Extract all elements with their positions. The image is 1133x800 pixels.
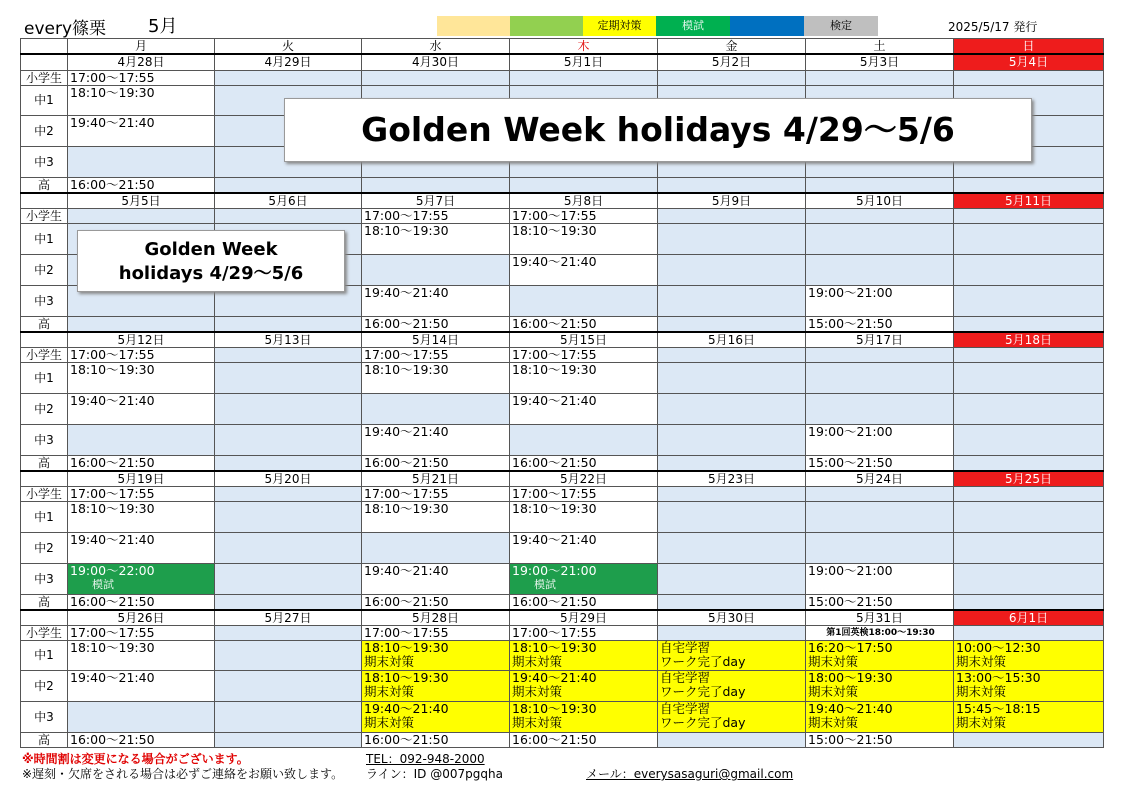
slot-empty [658, 501, 806, 532]
slot-time: 18:10～19:30 [512, 701, 597, 716]
slot-empty [68, 146, 215, 177]
home-study-label: 自宅学習 [660, 670, 711, 685]
row-label-elem: 小学生 [21, 625, 68, 640]
weekday-tue: 火 [215, 39, 362, 55]
slot-empty [215, 316, 362, 332]
date-cell: 5月21日 [362, 471, 510, 487]
slot-empty [510, 424, 658, 455]
slot: 17:00～17:55 [510, 208, 658, 223]
slot: 19:40～21:40 [510, 393, 658, 424]
slot-empty [658, 316, 806, 332]
term-prep-label: 期末対策 [956, 683, 1007, 699]
slot-time: 18:10～19:30 [512, 640, 597, 655]
date-cell: 5月5日 [68, 193, 215, 209]
slot: 16:00～21:50 [362, 732, 510, 747]
row-label-j1: 中1 [21, 223, 68, 254]
slot-empty [954, 486, 1104, 501]
slot-empty [215, 732, 362, 747]
mock-exam-slot [510, 563, 658, 594]
slot-empty [954, 732, 1104, 747]
slot-empty [362, 177, 510, 193]
slot: 19:40～21:40 [362, 424, 510, 455]
golden-week-banner-large: Golden Week holidays 4/29～5/6 [284, 98, 1032, 162]
date-cell: 5月6日 [215, 193, 362, 209]
slot-empty [954, 362, 1104, 393]
slot-time: 19:40～21:40 [808, 701, 893, 716]
work-day-label: ワーク完了day [660, 683, 746, 699]
slot-empty [658, 70, 806, 85]
slot-empty [658, 285, 806, 316]
slot-empty [806, 393, 954, 424]
slot-empty [215, 501, 362, 532]
slot-empty [806, 532, 954, 563]
slot-empty [215, 424, 362, 455]
row-label-j1: 中1 [21, 501, 68, 532]
slot-empty [658, 732, 806, 747]
date-cell: 5月9日 [658, 193, 806, 209]
date-cell: 5月25日 [954, 471, 1104, 487]
slot-empty [658, 223, 806, 254]
date-spacer [21, 610, 68, 626]
row-label-j2: 中2 [21, 254, 68, 285]
slot-empty [954, 501, 1104, 532]
date-spacer [21, 471, 68, 487]
weekday-sun: 日 [954, 39, 1104, 55]
slot-empty [510, 285, 658, 316]
slot-empty [215, 594, 362, 610]
slot: 15:00～21:50 [806, 455, 954, 471]
date-cell: 5月27日 [215, 610, 362, 626]
weekday-mon: 月 [68, 39, 215, 55]
slot-empty [658, 625, 806, 640]
slot: 19:00～21:00 [806, 424, 954, 455]
slot-empty [806, 501, 954, 532]
slot-empty [954, 208, 1104, 223]
slot: 17:00～17:55 [510, 486, 658, 501]
date-spacer [21, 54, 68, 70]
slot: 16:00～21:50 [510, 316, 658, 332]
slot: 16:00～21:50 [510, 732, 658, 747]
slot-empty [658, 532, 806, 563]
slot: 19:40～21:40 [68, 670, 215, 701]
slot: 18:10～19:30 [68, 362, 215, 393]
slot: 19:40～21:40 [68, 532, 215, 563]
row-label-elem: 小学生 [21, 486, 68, 501]
date-cell: 5月2日 [658, 54, 806, 70]
email-link[interactable]: メール：everysasaguri@gmail.com [586, 767, 794, 781]
date-cell: 5月20日 [215, 471, 362, 487]
slot-empty [215, 70, 362, 85]
slot-empty [658, 177, 806, 193]
row-label-hs: 高 [21, 316, 68, 332]
slot: 18:10～19:30 [362, 223, 510, 254]
slot: 16:00～21:50 [68, 732, 215, 747]
date-cell: 5月13日 [215, 332, 362, 348]
term-prep-label: 期末対策 [364, 683, 415, 699]
date-cell: 5月7日 [362, 193, 510, 209]
date-cell: 5月11日 [954, 193, 1104, 209]
slot-empty [806, 486, 954, 501]
weekday-thu: 木 [510, 39, 658, 55]
row-label-hs: 高 [21, 732, 68, 747]
slot: 19:40～21:40 [362, 563, 510, 594]
slot-empty [68, 701, 215, 732]
slot: 16:00～21:50 [68, 455, 215, 471]
date-cell: 5月18日 [954, 332, 1104, 348]
row-label-elem: 小学生 [21, 208, 68, 223]
slot: 15:00～21:50 [806, 594, 954, 610]
month-label: 5月 [148, 16, 178, 37]
date-cell: 5月24日 [806, 471, 954, 487]
slot-empty [215, 393, 362, 424]
issue-date: 2025/5/17 発行 [948, 20, 1038, 34]
term-prep-slot [954, 640, 1104, 670]
slot-empty [658, 594, 806, 610]
slot-empty [806, 223, 954, 254]
weekday-sat: 土 [806, 39, 954, 55]
term-prep-label: 期末対策 [956, 653, 1007, 669]
term-prep-slot [510, 670, 658, 701]
slot: 16:00～21:50 [510, 455, 658, 471]
slot-empty [658, 455, 806, 471]
row-label-j3: 中3 [21, 701, 68, 732]
slot-time: 16:20～17:50 [808, 640, 893, 655]
slot: 18:10～19:30 [362, 362, 510, 393]
row-label-j3: 中3 [21, 146, 68, 177]
term-prep-label: 期末対策 [364, 714, 415, 730]
date-cell: 5月4日 [954, 54, 1104, 70]
slot-empty [215, 701, 362, 732]
slot-empty [954, 223, 1104, 254]
slot-empty [954, 316, 1104, 332]
slot: 17:00～17:55 [362, 486, 510, 501]
row-label-j1: 中1 [21, 85, 68, 115]
slot-time: 19:40～21:40 [512, 670, 597, 685]
slot-empty [68, 316, 215, 332]
line-id[interactable]: ライン：ID @007pgqha [366, 767, 503, 781]
date-spacer [21, 332, 68, 348]
slot: 18:10～19:30 [68, 85, 215, 115]
date-cell: 5月31日 [806, 610, 954, 626]
date-cell: 5月19日 [68, 471, 215, 487]
slot-empty [954, 424, 1104, 455]
slot-empty [68, 208, 215, 223]
term-prep-slot [362, 670, 510, 701]
slot-empty [362, 70, 510, 85]
date-cell: 5月14日 [362, 332, 510, 348]
slot: 17:00～17:55 [68, 625, 215, 640]
term-prep-slot [362, 640, 510, 670]
row-label-j3: 中3 [21, 285, 68, 316]
date-cell: 5月1日 [510, 54, 658, 70]
slot-time: 15:45～18:15 [956, 701, 1041, 716]
slot: 18:10～19:30 [68, 640, 215, 670]
date-cell: 5月26日 [68, 610, 215, 626]
mock-label: 模試 [92, 577, 114, 591]
date-spacer [21, 193, 68, 209]
banner-line-1: Golden Week [144, 239, 278, 260]
slot: 17:00～17:55 [362, 347, 510, 362]
legend-swatch-lightgreen [510, 16, 583, 36]
week5-date-row [21, 610, 1104, 626]
slot-empty [510, 70, 658, 85]
date-cell: 5月10日 [806, 193, 954, 209]
home-study-label: 自宅学習 [660, 701, 711, 716]
slot-empty [362, 393, 510, 424]
absence-note: ※遅刻・欠席をされる場合は必ずご連絡をお願い致します。 [22, 767, 344, 781]
slot-time: 13:00～15:30 [956, 670, 1041, 685]
row-label-j1: 中1 [21, 362, 68, 393]
row-label-j2: 中2 [21, 115, 68, 146]
slot-empty [806, 362, 954, 393]
row-label-j2: 中2 [21, 532, 68, 563]
date-cell: 5月8日 [510, 193, 658, 209]
slot-time: 19:00～22:00 [70, 563, 155, 578]
term-prep-slot [362, 701, 510, 732]
date-cell: 6月1日 [954, 610, 1104, 626]
slot-time: 19:00～21:00 [512, 563, 597, 578]
term-prep-slot [806, 640, 954, 670]
slot-empty [954, 455, 1104, 471]
slot: 17:00～17:55 [362, 208, 510, 223]
term-prep-label: 期末対策 [512, 714, 563, 730]
slot-empty [215, 455, 362, 471]
week2-date-row [21, 193, 1104, 209]
slot-time: 19:40～21:40 [364, 701, 449, 716]
row-label-elem: 小学生 [21, 70, 68, 85]
term-prep-label: 期末対策 [956, 714, 1007, 730]
slot-time: 10:00～12:30 [956, 640, 1041, 655]
row-label-j3: 中3 [21, 424, 68, 455]
date-cell: 5月30日 [658, 610, 806, 626]
slot-empty [215, 563, 362, 594]
slot: 17:00～17:55 [68, 486, 215, 501]
date-cell: 4月30日 [362, 54, 510, 70]
slot-empty [954, 594, 1104, 610]
legend-exam: 検定 [804, 16, 878, 36]
slot: 16:00～21:50 [362, 594, 510, 610]
term-prep-label: 期末対策 [512, 683, 563, 699]
weekday-fri: 金 [658, 39, 806, 55]
home-study-slot [658, 701, 806, 732]
slot-empty [362, 254, 510, 285]
corner-cell [21, 39, 68, 55]
slot: 17:00～17:55 [362, 625, 510, 640]
row-label-j3: 中3 [21, 563, 68, 594]
week4-date-row [21, 471, 1104, 487]
slot: 19:00～21:00 [806, 285, 954, 316]
term-prep-slot [806, 701, 954, 732]
legend-mock: 模試 [656, 16, 730, 36]
term-prep-slot [510, 640, 658, 670]
work-day-label: ワーク完了day [660, 653, 746, 669]
slot-empty [215, 208, 362, 223]
slot: 19:00～21:00 [806, 563, 954, 594]
slot: 19:40～21:40 [68, 115, 215, 146]
date-cell: 5月12日 [68, 332, 215, 348]
tel-number[interactable]: TEL：092-948-2000 [366, 752, 485, 766]
slot-empty [658, 208, 806, 223]
slot-empty [215, 625, 362, 640]
weekday-wed: 水 [362, 39, 510, 55]
slot-empty [215, 486, 362, 501]
slot-empty [215, 177, 362, 193]
slot: 19:40～21:40 [68, 393, 215, 424]
slot-empty [954, 393, 1104, 424]
term-prep-slot [954, 701, 1104, 732]
row-label-j2: 中2 [21, 393, 68, 424]
slot-empty [806, 347, 954, 362]
mock-label: 模試 [534, 577, 556, 591]
slot: 15:00～21:50 [806, 316, 954, 332]
home-study-slot [658, 670, 806, 701]
slot-empty [806, 70, 954, 85]
slot: 17:00～17:55 [68, 347, 215, 362]
slot: 19:40～21:40 [510, 532, 658, 563]
slot-time: 18:00～19:30 [808, 670, 893, 685]
date-cell: 5月16日 [658, 332, 806, 348]
date-cell: 5月3日 [806, 54, 954, 70]
legend-swatch-pale [437, 16, 510, 36]
slot: 17:00～17:55 [510, 347, 658, 362]
row-label-hs: 高 [21, 455, 68, 471]
banner-line-2: holidays 4/29～5/6 [118, 263, 304, 284]
row-label-j1: 中1 [21, 640, 68, 670]
date-cell: 4月29日 [215, 54, 362, 70]
slot: 19:40～21:40 [510, 254, 658, 285]
slot-empty [658, 254, 806, 285]
slot: 18:10～19:30 [510, 223, 658, 254]
date-cell: 5月23日 [658, 471, 806, 487]
slot: 16:00～21:50 [362, 316, 510, 332]
date-cell: 4月28日 [68, 54, 215, 70]
slot: 16:00～21:50 [68, 594, 215, 610]
date-cell: 5月28日 [362, 610, 510, 626]
slot-empty [954, 532, 1104, 563]
slot-empty [954, 625, 1104, 640]
slot: 18:10～19:30 [362, 501, 510, 532]
slot-empty [954, 285, 1104, 316]
row-label-j2: 中2 [21, 670, 68, 701]
slot: 18:10～19:30 [510, 501, 658, 532]
schedule-change-note: ※時間割は変更になる場合がございます。 [22, 752, 249, 766]
slot-empty [215, 670, 362, 701]
slot: 18:10～19:30 [510, 362, 658, 393]
slot-empty [806, 177, 954, 193]
slot-empty [215, 532, 362, 563]
slot-empty [806, 254, 954, 285]
term-prep-label: 期末対策 [512, 653, 563, 669]
date-cell: 5月17日 [806, 332, 954, 348]
slot-empty [658, 486, 806, 501]
slot-empty [954, 70, 1104, 85]
term-prep-label: 期末対策 [808, 653, 859, 669]
slot-empty [658, 393, 806, 424]
slot-empty [954, 563, 1104, 594]
slot: 17:00～17:55 [68, 70, 215, 85]
slot: 19:40～21:40 [362, 285, 510, 316]
slot: 18:10～19:30 [68, 501, 215, 532]
term-prep-label: 期末対策 [808, 714, 859, 730]
slot-empty [658, 362, 806, 393]
date-cell: 5月22日 [510, 471, 658, 487]
slot-empty [658, 563, 806, 594]
slot-empty [68, 424, 215, 455]
slot-empty [658, 424, 806, 455]
term-prep-label: 期末対策 [364, 653, 415, 669]
schedule-title: every篠栗 [24, 19, 107, 39]
slot-empty [362, 532, 510, 563]
slot-empty [954, 254, 1104, 285]
term-prep-label: 期末対策 [808, 683, 859, 699]
home-study-label: 自宅学習 [660, 640, 711, 655]
slot-time: 18:10～19:30 [364, 670, 449, 685]
week3-date-row [21, 332, 1104, 348]
home-study-slot [658, 640, 806, 670]
slot: 15:00～21:50 [806, 732, 954, 747]
slot-empty [215, 347, 362, 362]
row-label-elem: 小学生 [21, 347, 68, 362]
date-cell: 5月29日 [510, 610, 658, 626]
slot-empty [658, 347, 806, 362]
slot-empty [215, 362, 362, 393]
date-cell: 5月15日 [510, 332, 658, 348]
legend-term: 定期対策 [583, 16, 656, 36]
row-label-hs: 高 [21, 177, 68, 193]
slot: 16:00～21:50 [68, 177, 215, 193]
slot-empty [806, 208, 954, 223]
term-prep-slot [954, 670, 1104, 701]
legend-swatch-blue [730, 16, 804, 36]
slot-empty [954, 177, 1104, 193]
term-prep-slot [510, 701, 658, 732]
slot-empty [954, 347, 1104, 362]
slot-time: 18:10～19:30 [364, 640, 449, 655]
slot: 16:00～21:50 [510, 594, 658, 610]
term-prep-slot [806, 670, 954, 701]
eiken-note: 第1回英検18:00～19:30 [806, 625, 954, 640]
slot: 17:00～17:55 [510, 625, 658, 640]
week1-date-row [21, 54, 1104, 70]
mock-exam-slot [68, 563, 215, 594]
row-label-hs: 高 [21, 594, 68, 610]
slot-empty [510, 177, 658, 193]
slot: 16:00～21:50 [362, 455, 510, 471]
golden-week-banner-small [77, 230, 345, 292]
work-day-label: ワーク完了day [660, 714, 746, 730]
slot-empty [215, 640, 362, 670]
